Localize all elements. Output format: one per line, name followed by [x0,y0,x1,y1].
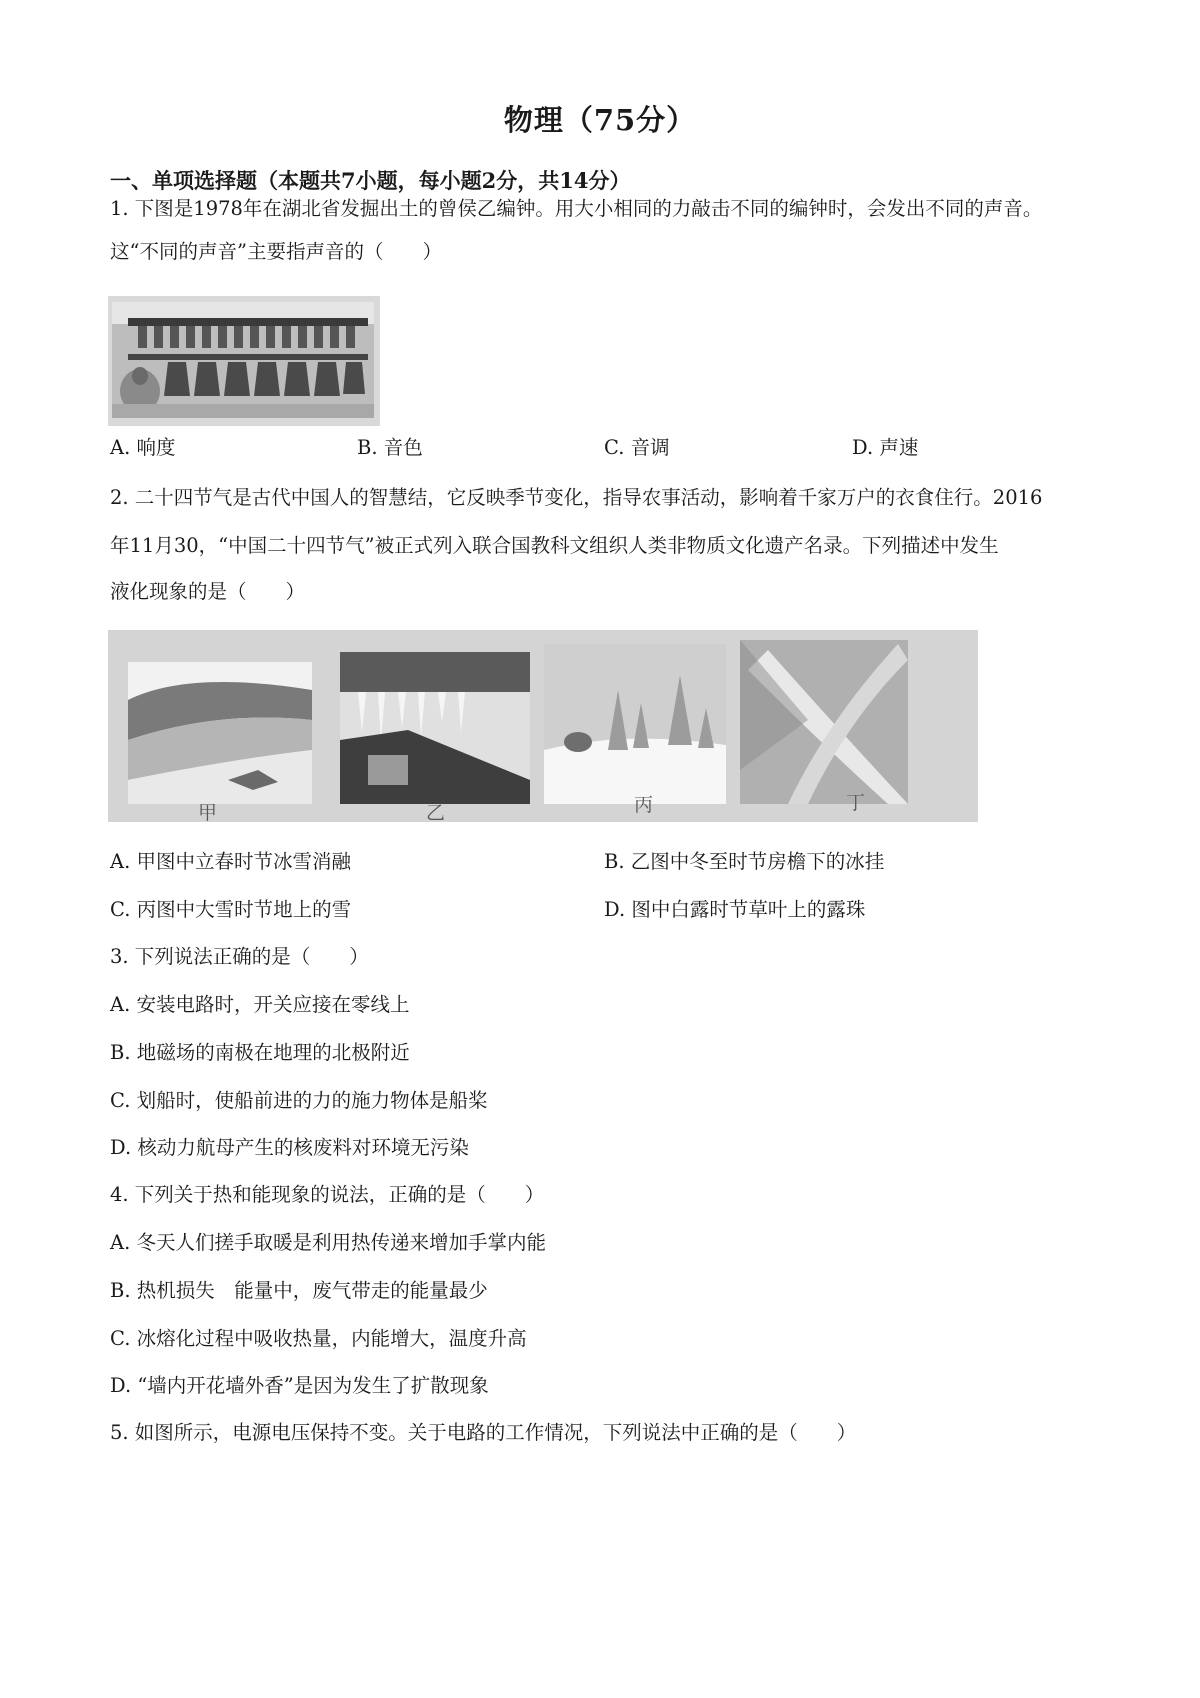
q4-stem: 4. 下列关于热和能现象的说法，正确的是（ ） [110,1183,545,1206]
q2-stem-line2: 年11月30，“中国二十四节气”被正式列入联合国教科文组织人类非物质文化遗产名录。下列描述中发生 [110,534,999,557]
q3-option-c: C. 划船时，使船前进的力的施力物体是船桨 [110,1089,488,1112]
q4-option-b: B. 热机损失 能量中，废气带走的能量最少 [110,1279,488,1302]
q2-stem-line1: 2. 二十四节气是古代中国人的智慧结，它反映季节变化，指导农事活动，影响着千家万户的衣食住行。2016 [110,486,1043,509]
photo-label-ding: 丁 [846,792,866,814]
q1-option-c: C. 音调 [604,436,670,459]
q4-option-d: D. “墙内开花墙外香”是因为发生了扩散现象 [110,1374,489,1397]
q2-option-d: D. 图中白露时节草叶上的露珠 [604,898,866,921]
q1-option-d: D. 声速 [852,436,919,459]
q2-option-a: A. 甲图中立春时节冰雪消融 [110,850,351,873]
q1-stem-line1: 1. 下图是1978年在湖北省发掘出土的曾侯乙编钟。用大小相同的力敲击不同的编钟时，会发出不同的声音。 [110,197,1043,220]
q3-option-d: D. 核动力航母产生的核废料对环境无污染 [110,1136,469,1159]
q1-option-a: A. 响度 [110,436,176,459]
photo-ding [740,640,908,804]
photo-label-bing: 丙 [634,794,654,816]
photo-yi [340,652,530,804]
q2-stem-line3: 液化现象的是（ ） [110,580,306,603]
q1-option-b: B. 音色 [357,436,423,459]
q3-option-b: B. 地磁场的南极在地理的北极附近 [110,1041,410,1064]
solar-terms-photo-strip [108,630,978,822]
q3-stem: 3. 下列说法正确的是（ ） [110,945,369,968]
photo-label-yi: 乙 [426,802,446,822]
q2-option-b: B. 乙图中冬至时节房檐下的冰挂 [604,850,885,873]
q1-stem-line2: 这“不同的声音”主要指声音的（ ） [110,240,442,263]
q2-option-c: C. 丙图中大雪时节地上的雪 [110,898,352,921]
photo-jia [128,662,312,804]
section-heading: 一、单项选择题（本题共7小题，每小题2分，共14分） [110,168,631,193]
photo-label-jia: 甲 [198,802,218,822]
bianzhong-photo [108,296,380,426]
q5-stem: 5. 如图所示，电源电压保持不变。关于电路的工作情况，下列说法中正确的是（ ） [110,1421,857,1444]
q4-option-c: C. 冰熔化过程中吸收热量，内能增大，温度升高 [110,1327,527,1350]
q4-option-a: A. 冬天人们搓手取暖是利用热传递来增加手掌内能 [110,1231,546,1254]
page-title: 物理（75分） [503,103,697,137]
photo-bing [544,644,726,804]
q3-option-a: A. 安装电路时，开关应接在零线上 [110,993,410,1016]
